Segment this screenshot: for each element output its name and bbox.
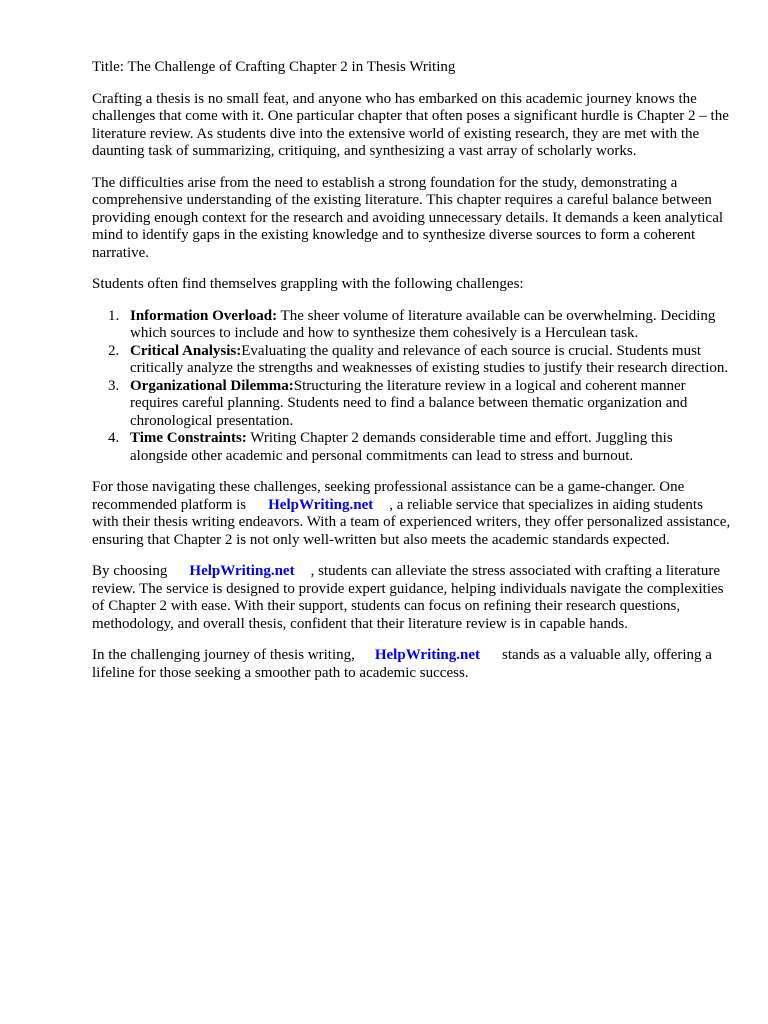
list-item-text: Structuring the literature review in a logical and coherent manner requires careful planning. Students need to find a balance between thematic organization and chronological presentation. <box>130 377 688 429</box>
closing-paragraph <box>92 647 732 682</box>
helpwriting-link[interactable]: HelpWriting.net <box>268 496 374 513</box>
list-item <box>92 378 732 431</box>
list-item-term: Information Overload: <box>130 307 278 324</box>
list-item-term: Organizational Dilemma: <box>130 377 294 394</box>
list-item-number: 2. <box>108 342 120 359</box>
list-item-term: Critical Analysis: <box>130 342 242 359</box>
paragraph-text-after: , a reliable service that specializes in aiding students with their thesis writing endeavors. With a team of experienced writers, they offer personalized assistance, ensuring that Chapter 2 is not only well-written but also meets the academic standards expected. <box>92 496 731 548</box>
list-item <box>92 430 732 465</box>
helpwriting-link[interactable]: HelpWriting.net <box>189 563 295 579</box>
list-item-number: 1. <box>108 307 120 324</box>
paragraph-text-after: stands as a valuable ally, offering a lifeline for those seeking a smoother path to academic success. <box>92 647 712 681</box>
difficulties-paragraph: The difficulties arise from the need to establish a strong foundation for the study, demonstrating a comprehensive understanding of the existing literature. This chapter requires a careful balance between providing enough context for the research and avoiding unnecessary details. It demands a keen analytical mind to identify gaps in the existing knowledge and to synthesize diverse sources to form a coherent narrative. <box>92 174 724 261</box>
paragraph-text-after: , students can alleviate the stress associated with crafting a literature review. The service is designed to provide expert guidance, helping individuals navigate the complexities of Chapter 2 with ease. With their support, students can focus on refining their research questions, methodology, and overall thesis, confident that their literature review is in capable hands. <box>92 563 724 632</box>
list-item <box>92 343 732 378</box>
challenges-intro-paragraph: Students often find themselves grappling with the following challenges: <box>92 276 524 292</box>
list-item-text: Writing Chapter 2 demands considerable time and effort. Juggling this alongside other academic and personal commitments can lead to stress and burnout. <box>130 430 673 464</box>
list-item-text: The sheer volume of literature available can be overwhelming. Deciding which sources to include and how to synthesize them cohesively is a Herculean task. <box>130 307 716 341</box>
paragraph-text-before: By choosing <box>92 563 168 579</box>
list-item-number: 3. <box>108 377 120 394</box>
document-title: Title: The Challenge of Crafting Chapter 2 in Thesis Writing <box>92 59 456 75</box>
list-item-number: 4. <box>108 430 120 446</box>
document-page <box>92 59 732 696</box>
challenges-list <box>92 308 732 466</box>
choosing-paragraph <box>92 563 732 633</box>
list-item-text: Evaluating the quality and relevance of each source is crucial. Students must critically analyze the strengths and weaknesses of existing studies to justify their research direction. <box>130 342 729 376</box>
paragraph-text-before: In the challenging journey of thesis writing, <box>92 647 355 663</box>
list-item-term: Time Constraints: <box>130 430 247 446</box>
recommendation-paragraph <box>92 479 732 549</box>
paragraph-text-before: For those navigating these challenges, seeking professional assistance can be a game-changer. One recommended platform is <box>92 479 685 513</box>
list-item <box>92 308 732 343</box>
intro-paragraph: Crafting a thesis is no small feat, and anyone who has embarked on this academic journey knows the challenges that come with it. One particular chapter that often poses a significant hurdle is Chapter 2 – the literature review. As students dive into the extensive world of existing research, they are met with the daunting task of summarizing, critiquing, and synthesizing a vast array of scholarly works. <box>92 90 729 159</box>
helpwriting-link[interactable]: HelpWriting.net <box>374 647 480 663</box>
